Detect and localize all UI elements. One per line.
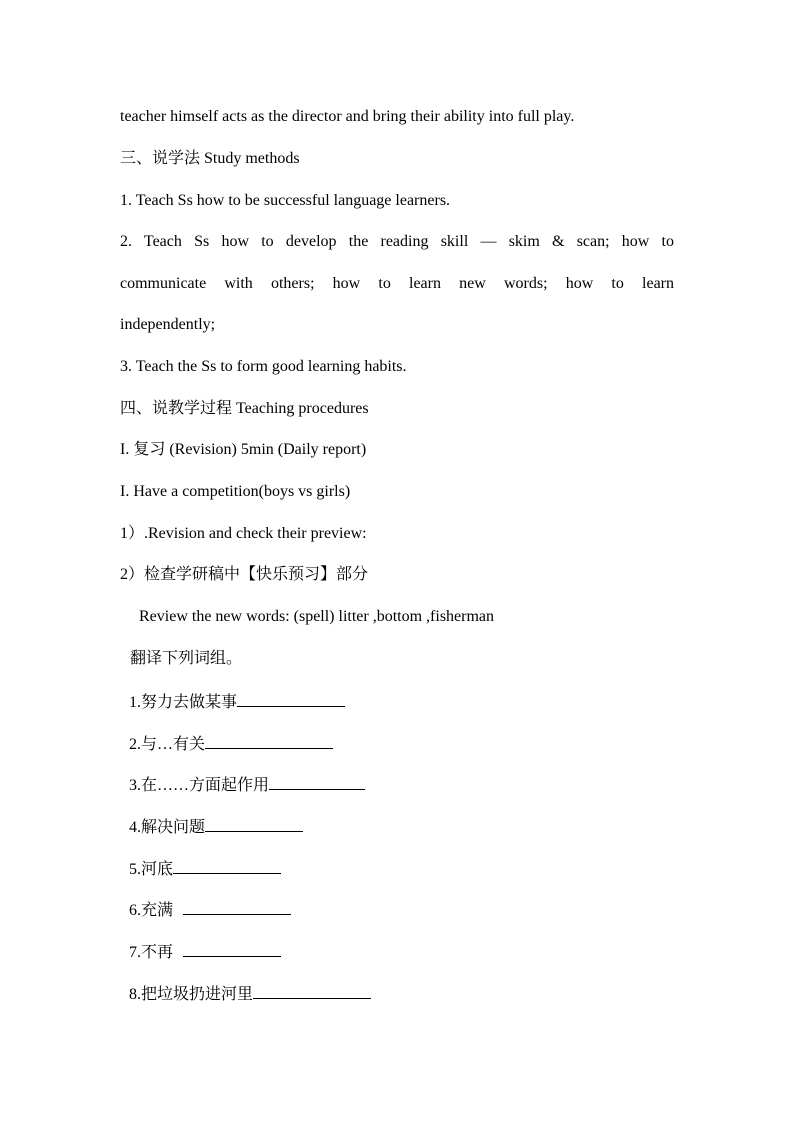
answer-blank[interactable] (183, 940, 281, 957)
exercise-text: 2.与…有关 (129, 736, 206, 753)
exercise-item-8 (129, 982, 371, 1005)
exercise-item-4 (129, 815, 303, 838)
method-item-3: 3. Teach the Ss to form good learning habits. (120, 358, 407, 375)
exercise-item-2 (129, 732, 333, 755)
exercise-text: 6.充满 (129, 902, 178, 919)
exercise-item-6 (129, 898, 291, 921)
translate-instruction: 翻译下列词组。 (130, 650, 243, 667)
exercise-text: 7.不再 (129, 944, 178, 961)
exercise-text: 8.把垃圾扔进河里 (129, 986, 254, 1003)
exercise-text: 3.在……方面起作用 (129, 777, 270, 794)
method-item-1: 1. Teach Ss how to be successful language learners. (120, 192, 451, 209)
revision-heading: I. 复习 (Revision) 5min (Daily report) (120, 441, 367, 458)
paragraph-continuation: teacher himself acts as the director and bring their ability into full play. (120, 108, 575, 125)
section-heading-study-methods: 三、说学法 Study methods (120, 150, 300, 167)
exercise-item-1 (129, 690, 345, 713)
section-heading-teaching-procedures: 四、说教学过程 Teaching procedures (120, 400, 369, 417)
method-item-2-line-3: independently; (120, 316, 216, 333)
answer-blank[interactable] (183, 898, 291, 915)
exercise-text: 4.解决问题 (129, 819, 206, 836)
revision-step-1: 1）.Revision and check their preview: (120, 525, 367, 542)
exercise-item-7 (129, 940, 281, 963)
exercise-item-5 (129, 857, 281, 880)
exercise-item-3 (129, 773, 365, 796)
answer-blank[interactable] (237, 690, 345, 707)
method-item-2-line-1: 2. Teach Ss how to develop the reading skill — skim & scan; how to (120, 233, 674, 250)
exercise-text: 5.河底 (129, 861, 174, 878)
answer-blank[interactable] (173, 857, 281, 874)
review-new-words: Review the new words: (spell) litter ,bottom ,fisherman (139, 608, 495, 625)
answer-blank[interactable] (253, 982, 371, 999)
competition-line: I. Have a competition(boys vs girls) (120, 483, 351, 500)
answer-blank[interactable] (269, 773, 365, 790)
answer-blank[interactable] (205, 732, 333, 749)
answer-blank[interactable] (205, 815, 303, 832)
exercise-text: 1.努力去做某事 (129, 694, 238, 711)
method-item-2-line-2: communicate with others; how to learn new words; how to learn (120, 275, 674, 292)
revision-step-2: 2）检查学研稿中【快乐预习】部分 (120, 566, 369, 583)
